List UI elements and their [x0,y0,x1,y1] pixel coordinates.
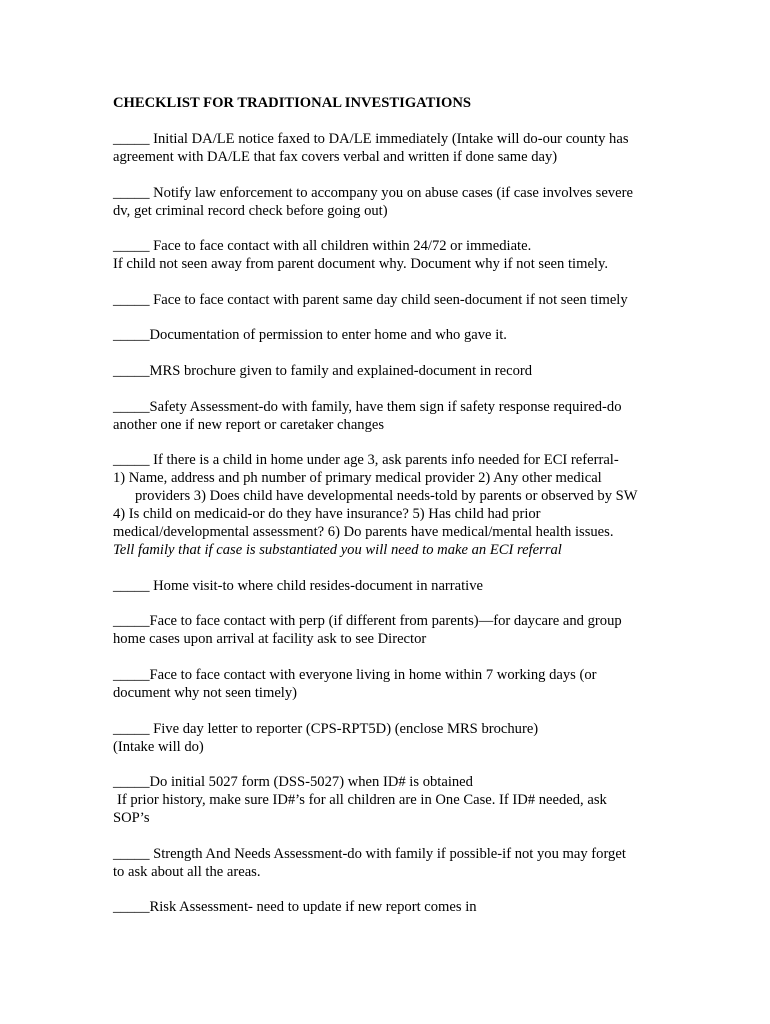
item-line: SOP’s [113,810,150,827]
item-line: _____Risk Assessment- need to update if new report comes in [113,899,477,916]
item-line: dv, get criminal record check before going out) [113,202,388,219]
checklist-item-five-day-letter [113,720,670,756]
item-line: 4) Is child on medicaid-or do they have insurance? 5) Has child had prior [113,506,541,523]
item-line: (Intake will do) [113,738,204,755]
item-line: _____ If there is a child in home under age 3, ask parents info needed for ECI referral- [113,452,619,469]
checklist-item-safety-assessment [113,398,670,434]
checklist-item-contact-everyone [113,666,670,702]
item-line: _____MRS brochure given to family and explained-document in record [113,362,533,379]
checklist-item-eci-referral [113,451,670,559]
item-line: home cases upon arrival at facility ask to see Director [113,631,427,648]
item-line: to ask about all the areas. [113,863,261,880]
item-line: document why not seen timely) [113,684,298,701]
item-italic-note: Tell family that if case is substantiated you will need to make an ECI referral [113,542,562,559]
checklist-item-permission [113,326,670,344]
checklist-item-da-le-notice [113,130,670,166]
checklist-item-mrs-brochure [113,362,670,380]
item-line: _____ Strength And Needs Assessment-do with family if possible-if not you may forget [113,845,626,862]
item-line: _____Documentation of permission to enter home and who gave it. [113,327,507,344]
document-title: CHECKLIST FOR TRADITIONAL INVESTIGATIONS [113,95,472,111]
checklist-item-contact-children [113,237,670,273]
item-line: _____Safety Assessment-do with family, have them sign if safety response required-do [113,398,622,415]
checklist-item-contact-perp [113,612,670,648]
item-line: agreement with DA/LE that fax covers verbal and written if done same day) [113,149,558,165]
item-line: _____Face to face contact with everyone living in home within 7 working days (or [113,666,597,683]
item-line: providers 3) Does child have developmental needs-told by parents or observed by SW [135,488,638,505]
item-line: 1) Name, address and ph number of primary medical provider 2) Any other medical [113,470,602,487]
item-line: _____ Face to face contact with parent same day child seen-document if not seen timely [113,291,628,308]
checklist-item-contact-parent [113,291,670,309]
item-line: medical/developmental assessment? 6) Do parents have medical/mental health issues. [113,524,614,541]
item-line: _____ Home visit-to where child resides-document in narrative [113,577,484,594]
item-line: _____Face to face contact with perp (if different from parents)—for daycare and group [113,613,622,630]
checklist-item-notify-law-enforcement [113,184,670,220]
item-line: _____Do initial 5027 form (DSS-5027) when ID# is obtained [113,774,473,791]
item-line: _____ Five day letter to reporter (CPS-RPT5D) (enclose MRS brochure) [113,720,539,737]
item-line: _____ Notify law enforcement to accompany you on abuse cases (if case involves severe [113,184,633,201]
checklist-item-home-visit [113,577,670,595]
item-line: _____ Initial DA/LE notice faxed to DA/LE immediately (Intake will do-our county has [113,131,629,147]
checklist-item-strength-needs [113,845,670,881]
item-line: If prior history, make sure ID#’s for all children are in One Case. If ID# needed, ask [117,792,607,809]
item-line: another one if new report or caretaker changes [113,416,385,433]
checklist-item-5027-form [113,773,670,827]
checklist-item-risk-assessment [113,898,670,916]
item-line: _____ Face to face contact with all children within 24/72 or immediate. [113,238,532,255]
item-line: If child not seen away from parent document why. Document why if not seen timely. [113,256,608,273]
